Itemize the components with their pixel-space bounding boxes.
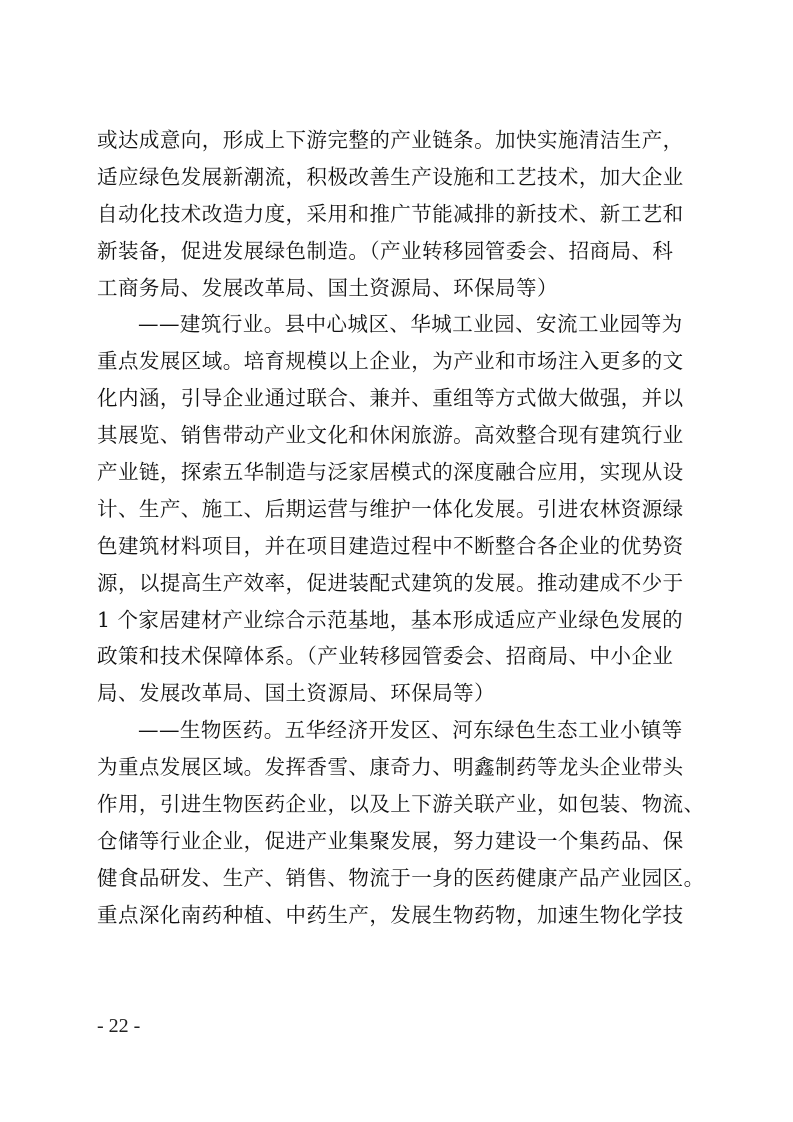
text-line: 产业链，探索五华制造与泛家居模式的深度融合应用，实现从设 bbox=[97, 460, 684, 485]
text-line: 健食品研发、生产、销售、物流于一身的医药健康产品产业园区。 bbox=[97, 865, 705, 890]
text-line: 仓储等行业企业，促进产业集聚发展，努力建设一个集药品、保 bbox=[97, 828, 684, 853]
paragraph-heading-line: ——建筑行业。县中心城区、华城工业园、安流工业园等为 bbox=[138, 312, 683, 337]
paragraph-construction bbox=[97, 306, 695, 712]
paragraph-manufacturing-continued bbox=[97, 122, 695, 306]
text-line: 自动化技术改造力度，采用和推广节能减排的新技术、新工艺和 bbox=[97, 201, 684, 226]
text-line: 源，以提高生产效率，促进装配式建筑的发展。推动建成不少于 bbox=[97, 570, 684, 595]
text-line: 适应绿色发展新潮流，积极改善生产设施和工艺技术，加大企业 bbox=[97, 164, 684, 189]
text-line: 为重点发展区域。发挥香雪、康奇力、明鑫制药等龙头企业带头 bbox=[97, 755, 684, 780]
text-line: 或达成意向，形成上下游完整的产业链条。加快实施清洁生产， bbox=[97, 128, 684, 152]
text-line: 1 个家居建材产业综合示范基地，基本形成适应产业绿色发展的 bbox=[97, 607, 684, 632]
document-body bbox=[97, 122, 705, 934]
paragraph-heading-line: ——生物医药。五华经济开发区、河东绿色生态工业小镇等 bbox=[138, 718, 683, 743]
text-line: 其展览、销售带动产业文化和休闲旅游。高效整合现有建筑行业 bbox=[97, 423, 684, 448]
text-line: 政策和技术保障体系。（产业转移园管委会、招商局、中小企业 bbox=[97, 644, 674, 669]
text-line: 重点发展区域。培育规模以上企业，为产业和市场注入更多的文 bbox=[97, 349, 684, 374]
paragraph-biomedicine bbox=[97, 712, 705, 933]
text-line: 工商务局、发展改革局、国土资源局、环保局等） bbox=[97, 275, 558, 300]
text-line: 重点深化南药种植、中药生产，发展生物药物，加速生物化学技 bbox=[97, 902, 684, 927]
text-line: 色建筑材料项目，并在项目建造过程中不断整合各企业的优势资 bbox=[97, 533, 684, 558]
text-line: 化内涵，引导企业通过联合、兼并、重组等方式做大做强，并以 bbox=[97, 386, 684, 411]
page-number: - 22 - bbox=[97, 1015, 141, 1037]
text-line: 新装备，促进发展绿色制造。（产业转移园管委会、招商局、科 bbox=[97, 238, 674, 263]
text-line: 计、生产、施工、后期运营与维护一体化发展。引进农林资源绿 bbox=[97, 496, 684, 521]
text-line: 局、发展改革局、国土资源局、环保局等） bbox=[97, 681, 496, 706]
text-line: 作用，引进生物医药企业，以及上下游关联产业，如包装、物流、 bbox=[97, 792, 705, 817]
